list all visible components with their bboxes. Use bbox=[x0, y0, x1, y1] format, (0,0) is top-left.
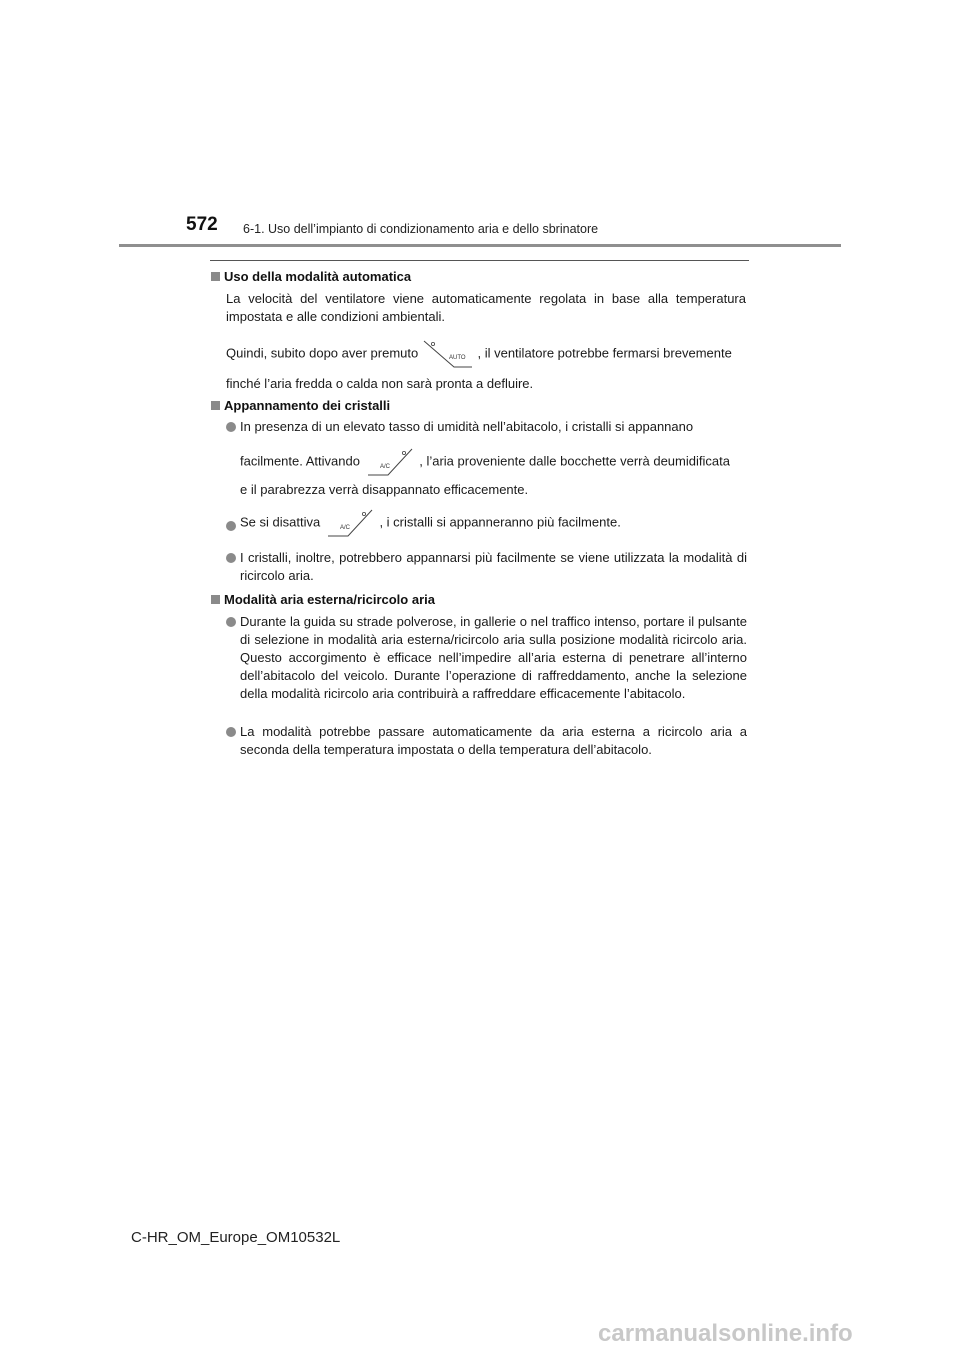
section-heading-text: Appannamento dei cristalli bbox=[224, 398, 391, 413]
watermark: carmanualsonline.info bbox=[598, 1320, 853, 1347]
square-bullet-icon bbox=[211, 272, 220, 281]
ac-button-icon bbox=[324, 506, 376, 540]
paragraph: La velocità del ventilatore viene automaticamente regolata in base alla temperatura impostata e alle condizioni ambientali. bbox=[226, 291, 746, 324]
section-heading-text: Uso della modalità automatica bbox=[224, 269, 412, 284]
bullet-line-with-ac-button bbox=[240, 445, 747, 479]
bullet-dot-icon bbox=[226, 422, 236, 432]
bullet-text: e il parabrezza verrà disappannato efficacemente. bbox=[240, 482, 529, 497]
section-heading-air-mode bbox=[211, 592, 435, 607]
paragraph-with-auto-button bbox=[226, 337, 732, 371]
ac-button-label: A/C bbox=[379, 464, 390, 470]
paragraph-text: Quindi, subito dopo aver premuto bbox=[226, 345, 419, 361]
bullet-text: , i cristalli si appanneranno più facilmente. bbox=[379, 514, 621, 530]
bullet-text: I cristalli, inoltre, potrebbero appannarsi più facilmente se viene utilizzata la modalità di ricircolo aria. bbox=[240, 550, 747, 583]
bullet-dot-icon bbox=[226, 617, 236, 627]
section-heading-fogging bbox=[211, 398, 390, 413]
ac-button-label: A/C bbox=[339, 525, 350, 531]
section-heading-text: Modalità aria esterna/ricircolo aria bbox=[224, 592, 435, 607]
bullet-text: Durante la guida su strade polverose, in gallerie o nel traffico intenso, portare il pulsante di selezione in modalità aria esterna/ricircolo aria sulla posizione modalità ricircolo aria. Questo accorgimento è efficace nell’impedire all’aria esterna di penetrare all’interno dell’abitacolo del veicolo. Durante l’operazione di raffreddamento, anche la selezione della modalità ricircolo aria contribuirà a raffreddare efficacemente l’abitacolo. bbox=[240, 614, 747, 701]
bullet-text: facilmente. Attivando bbox=[240, 453, 360, 469]
bullet-text: Se si disattiva bbox=[240, 514, 321, 530]
section-heading-auto-mode bbox=[211, 269, 411, 284]
bullet-line-with-ac-button bbox=[240, 506, 621, 540]
bullet-dot-icon bbox=[226, 521, 236, 531]
auto-button-label: AUTO bbox=[448, 355, 466, 361]
bullet-text: , l’aria proveniente dalle bocchette verrà deumidificata bbox=[419, 453, 730, 469]
square-bullet-icon bbox=[211, 595, 220, 604]
page-number: 572 bbox=[186, 214, 218, 235]
content-divider bbox=[210, 260, 749, 261]
paragraph: finché l’aria fredda o calda non sarà pronta a defluire. bbox=[226, 376, 534, 391]
paragraph-text: , il ventilatore potrebbe fermarsi brevemente bbox=[477, 345, 732, 361]
bullet-dot-icon bbox=[226, 727, 236, 737]
footer-document-id: C-HR_OM_Europe_OM10532L bbox=[131, 1229, 341, 1246]
bullet-text: In presenza di un elevato tasso di umidità nell’abitacolo, i cristalli si appannano bbox=[240, 419, 694, 434]
auto-button-icon bbox=[422, 337, 474, 371]
header-divider bbox=[119, 244, 841, 247]
square-bullet-icon bbox=[211, 401, 220, 410]
bullet-text: La modalità potrebbe passare automaticamente da aria esterna a ricircolo aria a seconda della temperatura impostata o della temperatura dell’abitacolo. bbox=[240, 724, 747, 757]
ac-button-icon bbox=[364, 445, 416, 479]
chapter-title: 6-1. Uso dell’impianto di condizionamento aria e dello sbrinatore bbox=[243, 222, 599, 236]
bullet-dot-icon bbox=[226, 553, 236, 563]
